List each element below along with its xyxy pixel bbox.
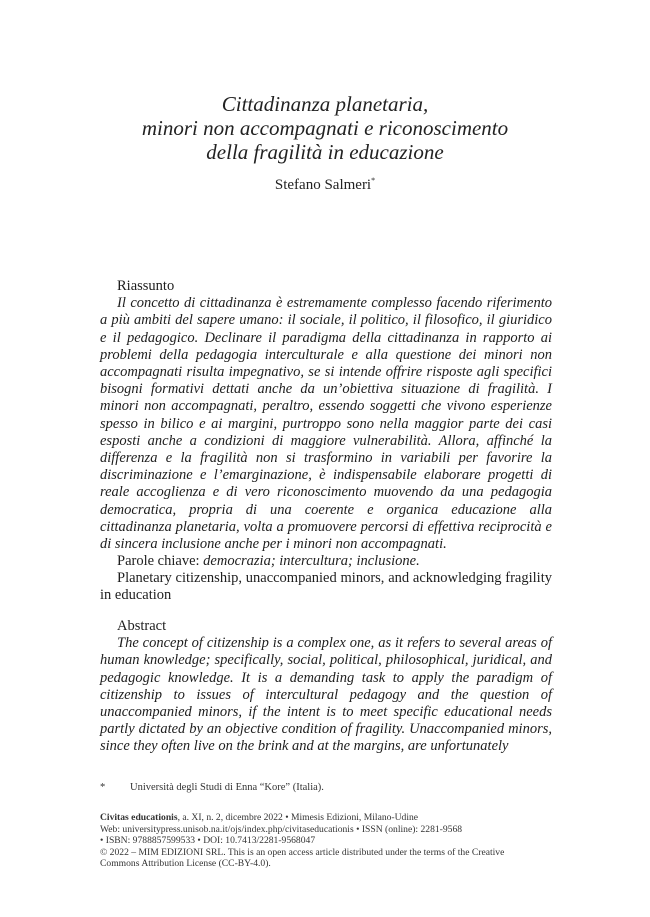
- article-title-line-1: Cittadinanza planetaria,: [221, 92, 429, 116]
- article-title-line-2: minori non accompagnati e riconoscimento: [141, 116, 509, 140]
- riassunto-heading: Riassunto: [117, 278, 175, 294]
- author-line: [0, 172, 650, 194]
- author-footnote-mark: *: [371, 176, 376, 185]
- footnote-text: Università degli Studi di Enna “Kore” (Italia).: [130, 782, 324, 793]
- imprint-line-1: [100, 812, 570, 824]
- author-name: Stefano Salmeri: [274, 177, 372, 193]
- imprint-line-3: • ISBN: 9788857599533 • DOI: 10.7413/2281-9568047: [100, 835, 316, 847]
- english-title-section: [100, 570, 552, 604]
- keywords-values: democrazia; intercultura; inclusione.: [203, 553, 420, 570]
- riassunto-section: [100, 278, 552, 570]
- abstract-heading: Abstract: [117, 618, 167, 634]
- abstract-section: [100, 618, 552, 756]
- abstract-text: The concept of citizenship is a complex one, as it refers to several areas of human knowledge; specifically, social, political, philosophical, juridical, and pedagogic knowledge. It is a demanding task to apply the paradigm of citizenship to issues of intercultural pedagogy and the question of unaccompanied minors, if the intent is to meet specific educational needs partly dictated by an objective condition of fragility. Unaccompanied minors, since they often live on the brink and at the margins, are unfortunately: [100, 635, 552, 755]
- article-title-line-3: della fragilità in educazione: [206, 140, 444, 164]
- title-block: [0, 92, 650, 194]
- publication-imprint: [100, 812, 570, 870]
- riassunto-text: Il concetto di cittadinanza è estremamente complesso facendo riferimento a più ambiti del sapere umano: il sociale, il politico, il filosofico, il giuridico e il pedagogico. Declinare il paradigma della cittadinanza in rapporto ai problemi della pedagogia interculturale e alla questione dei minori non accompagnati risulta impegnativo, se si intende offrire risposte agli specifici bisogni formativi dettati anche da un’obiettiva situazione di fragilità. I minori non accompagnati, peraltro, essendo soggetti che vivono esperienze spesso in bilico e ai margini, purtroppo sono nella maggior parte dei casi esposti anche a condizioni di maggiore vulnerabilità. Allora, affinché la differenza e la fragilità non si trasformino in variabili per favorire la discriminazione e l’emarginazione, è indispensabile elaborare progetti di reale accoglienza e di vero riconoscimento muovendo da una pedagogia democratica, propria di una coerente e organica educazione alla cittadinanza planetaria, volta a promuovere percorsi di effettiva reciprocità e di sincera inclusione anche per i minori non accompagnati.: [100, 295, 552, 553]
- imprint-line-5: Commons Attribution License (CC-BY-4.0).: [100, 858, 271, 870]
- footnote-mark: *: [100, 782, 106, 793]
- keywords-label: Parole chiave:: [117, 553, 200, 570]
- journal-name: Civitas educationis: [100, 812, 178, 823]
- author-affiliation-footnote: [100, 781, 324, 794]
- imprint-line-4: © 2022 – MIM EDIZIONI SRL. This is an open access article distributed under the terms of the Creative: [100, 846, 505, 858]
- english-title: Planetary citizenship, unaccompanied minors, and acknowledging fragility in education: [100, 570, 552, 604]
- imprint-issue: , a. XI, n. 2, dicembre 2022 • Mimesis Edizioni, Milano-Udine: [177, 812, 419, 823]
- keywords-line: [100, 553, 552, 570]
- imprint-line-2: Web: universitypress.unisob.na.it/ojs/index.php/civitaseducationis • ISSN (online): 2281-9568: [100, 823, 463, 835]
